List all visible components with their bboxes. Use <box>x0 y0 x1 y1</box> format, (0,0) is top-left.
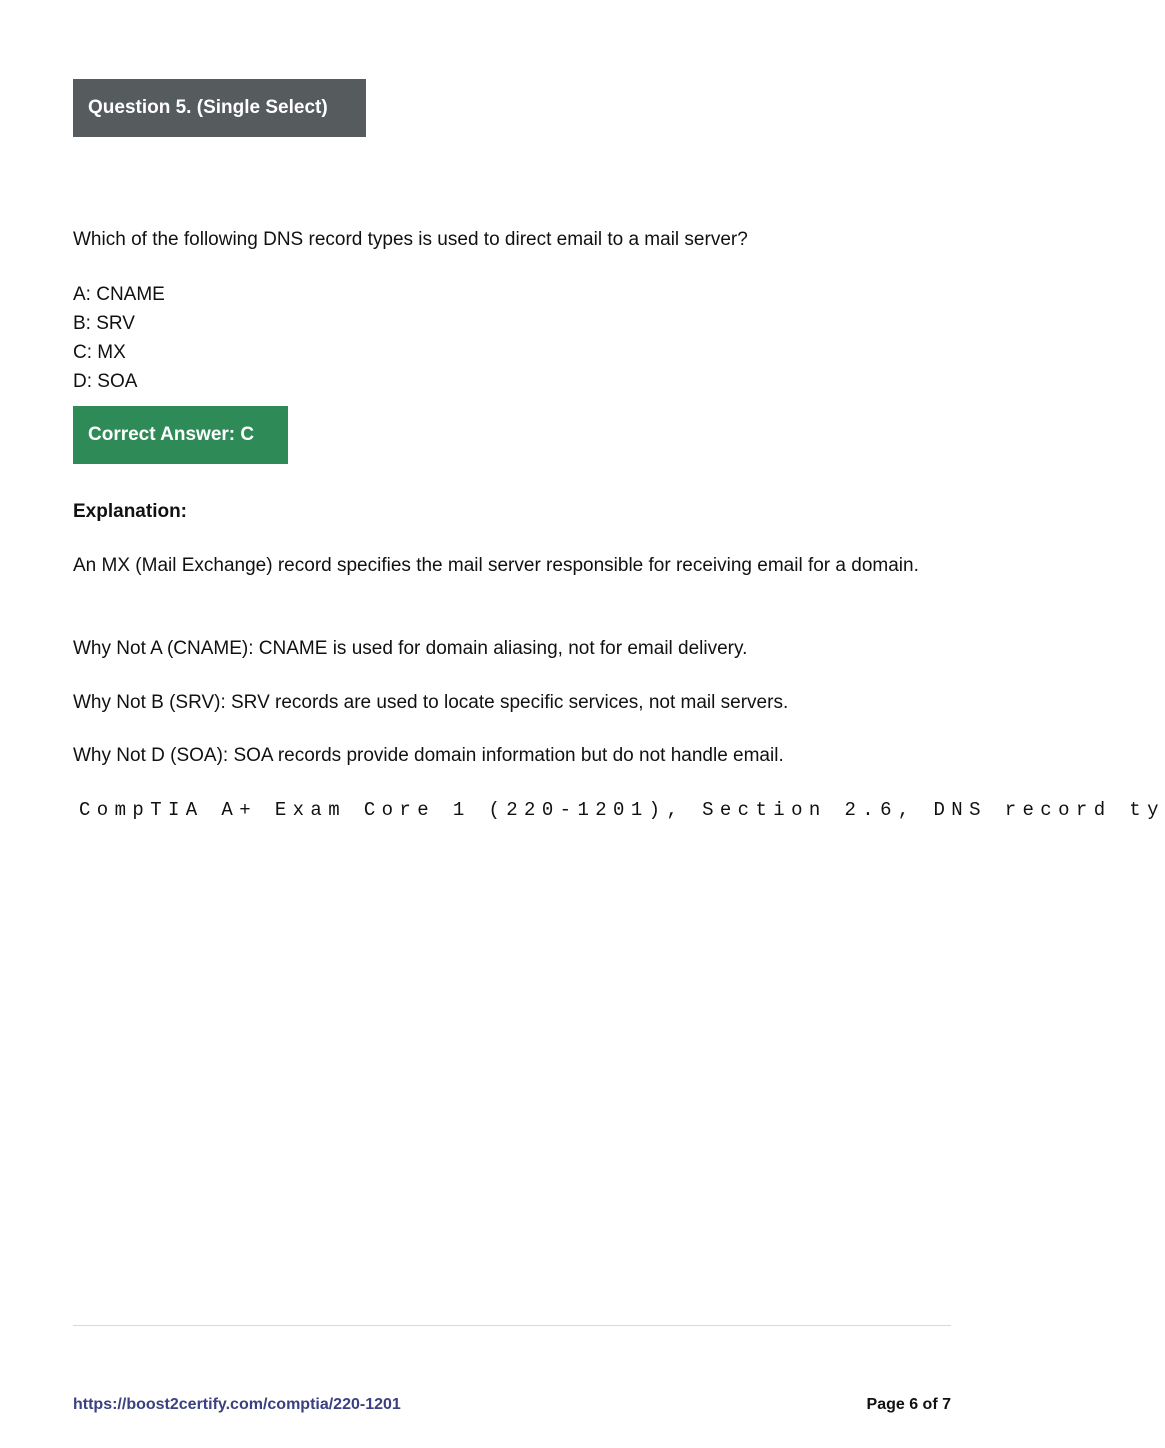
footer-divider <box>73 1325 951 1326</box>
page-number: Page 6 of 7 <box>866 1396 951 1413</box>
exam-reference: CompTIA A+ Exam Core 1 (220-1201), Section 2.6, DNS record ty <box>79 799 1165 821</box>
explanation-heading: Explanation: <box>73 501 188 522</box>
footer-url-link[interactable]: https://boost2certify.com/comptia/220-1201 <box>73 1396 401 1413</box>
why-not-a-paragraph: Why Not A (CNAME): CNAME is used for domain aliasing, not for email delivery. <box>73 638 748 659</box>
option-a: A: CNAME <box>73 284 165 305</box>
explanation-paragraph: An MX (Mail Exchange) record specifies the mail server responsible for receiving email for a domain. <box>73 555 919 576</box>
option-c: C: MX <box>73 342 126 363</box>
correct-answer-badge: Correct Answer: C <box>73 406 288 464</box>
option-b: B: SRV <box>73 313 135 334</box>
question-header: Question 5. (Single Select) <box>73 79 366 137</box>
answer-options <box>73 280 165 396</box>
option-d: D: SOA <box>73 371 138 392</box>
why-not-d-paragraph: Why Not D (SOA): SOA records provide domain information but do not handle email. <box>73 745 784 766</box>
why-not-b-paragraph: Why Not B (SRV): SRV records are used to locate specific services, not mail servers. <box>73 692 789 713</box>
question-text: Which of the following DNS record types is used to direct email to a mail server? <box>73 229 748 250</box>
